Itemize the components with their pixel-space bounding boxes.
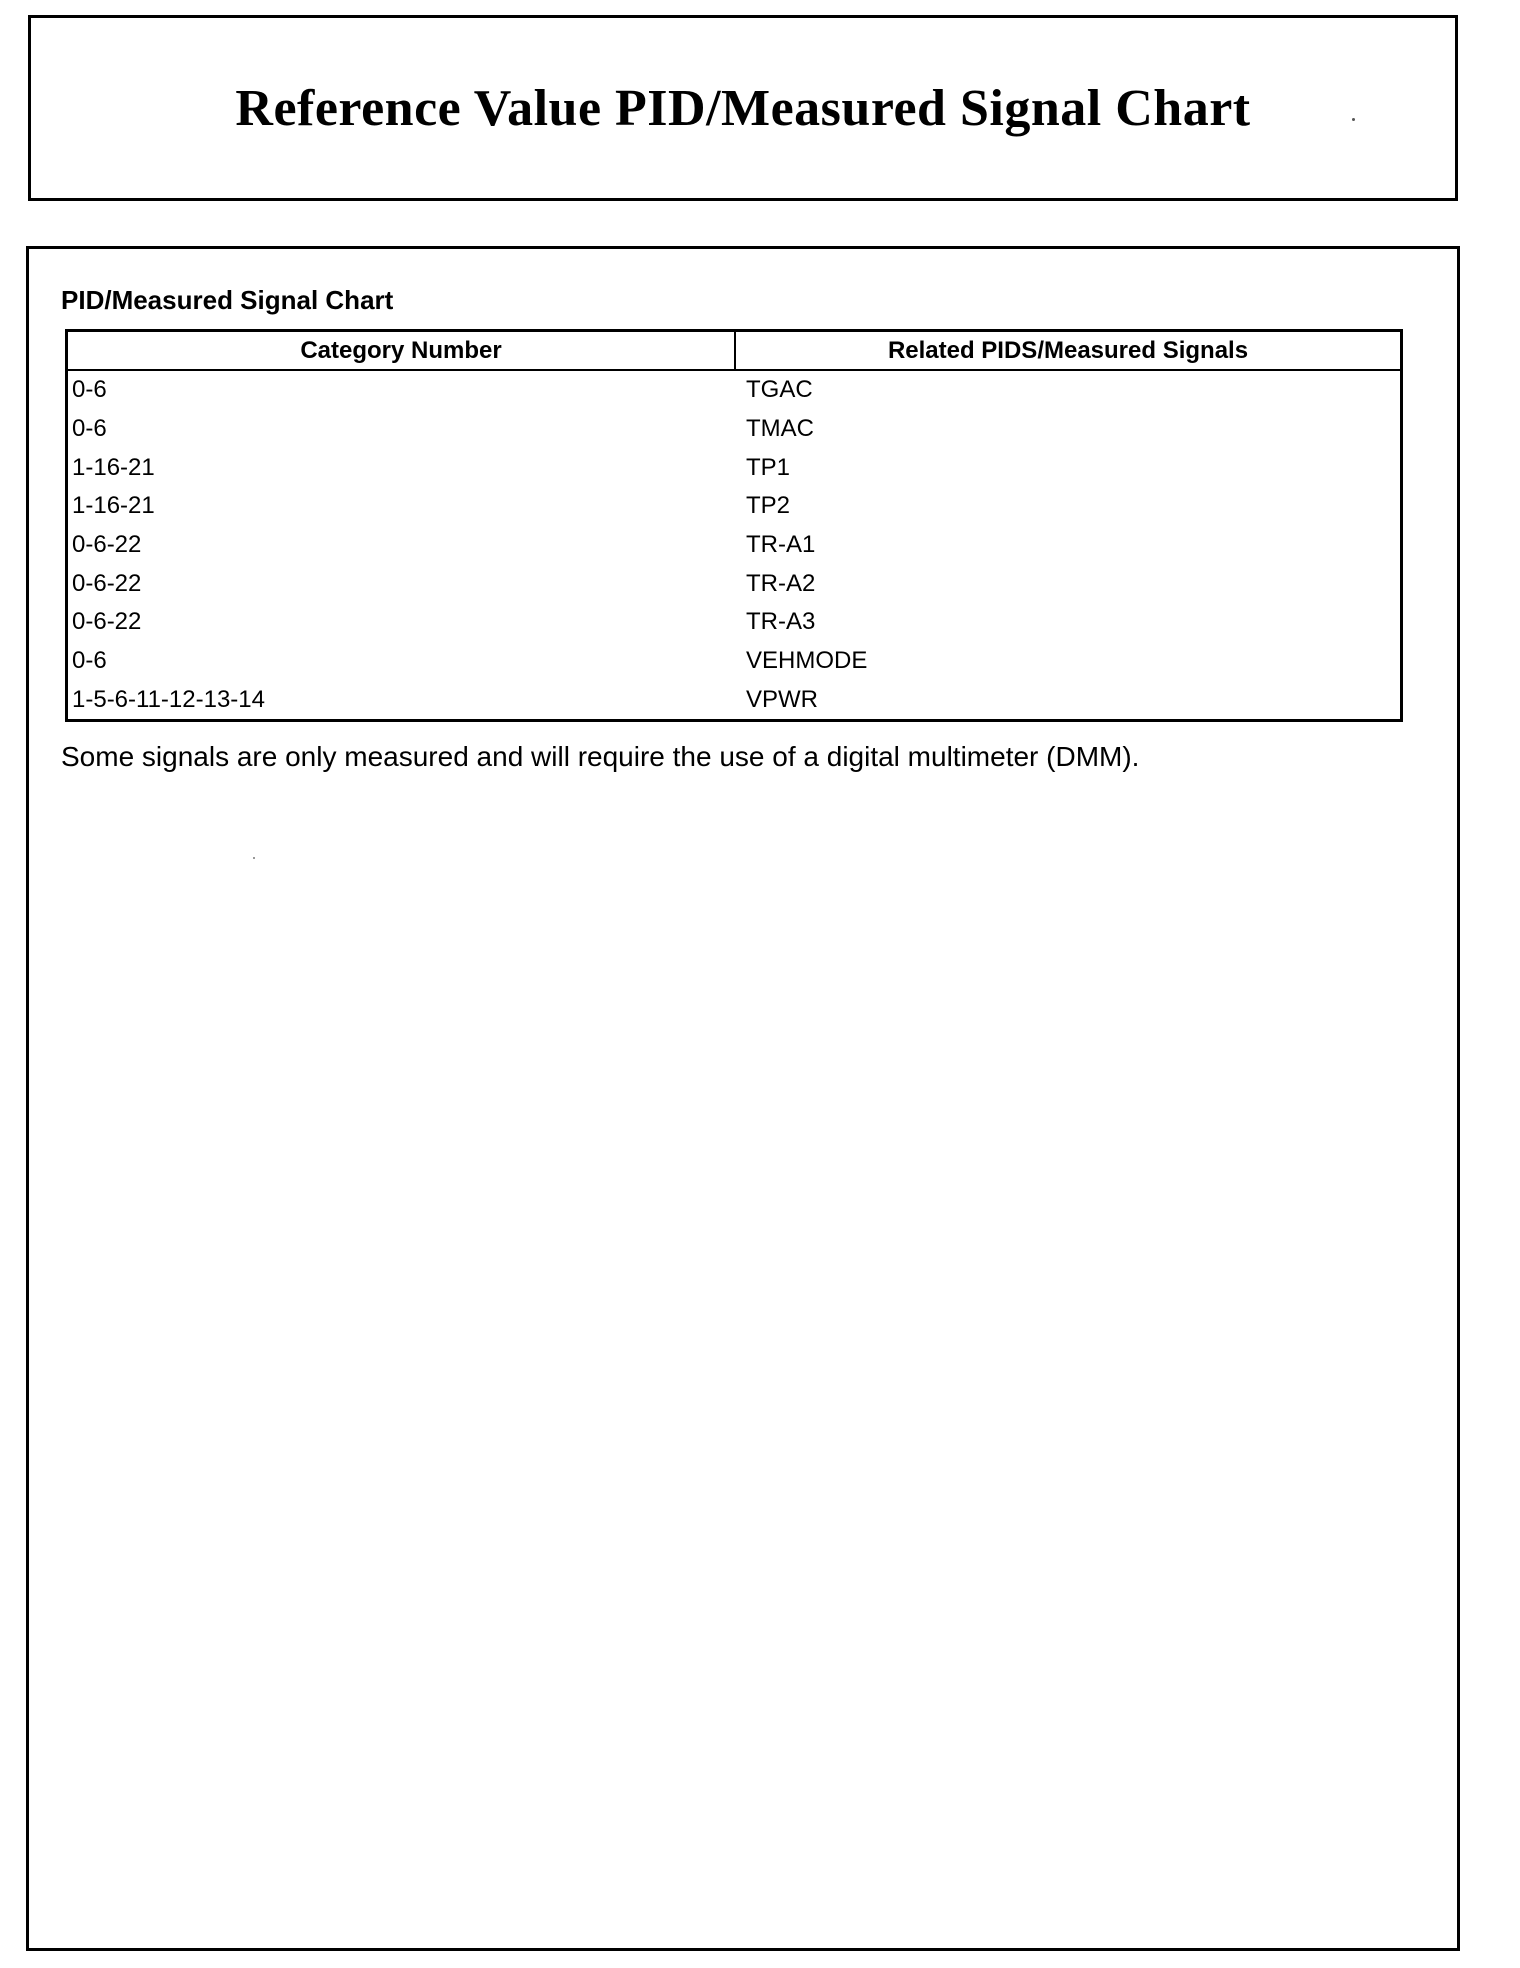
category-cell: 1-16-21 — [72, 453, 155, 481]
table-header — [68, 332, 1400, 371]
category-cell: 0-6 — [72, 647, 107, 675]
content-box — [26, 246, 1460, 1951]
table-row — [68, 642, 1400, 681]
table-row — [68, 410, 1400, 449]
category-cell: 0-6-22 — [72, 531, 142, 559]
column-header-signals: Related PIDS/Measured Signals — [887, 336, 1249, 364]
category-cell: 0-6 — [72, 376, 107, 404]
signal-cell: TP2 — [746, 492, 791, 520]
signal-cell: TMAC — [746, 415, 814, 443]
pid-signal-table — [65, 329, 1403, 722]
column-header-category: Category Number — [68, 332, 736, 369]
category-cell: 0-6-22 — [72, 569, 142, 597]
table-row — [68, 564, 1400, 603]
category-cell: 0-6-22 — [72, 608, 142, 636]
title-box — [28, 15, 1458, 201]
table-body — [68, 371, 1400, 719]
page-title: Reference Value PID/Measured Signal Chart — [235, 79, 1251, 137]
category-cell: 1-5-6-11-12-13-14 — [72, 685, 265, 713]
table-row — [68, 487, 1400, 526]
signal-cell: TR-A2 — [746, 569, 816, 597]
table-row — [68, 526, 1400, 565]
signal-cell: VEHMODE — [746, 647, 868, 675]
table-row — [68, 448, 1400, 487]
signal-cell: TGAC — [746, 376, 813, 404]
scan-speck — [253, 857, 255, 859]
signal-cell: TP1 — [746, 453, 791, 481]
signal-cell: TR-A3 — [746, 608, 816, 636]
signal-cell: TR-A1 — [746, 531, 816, 559]
table-row — [68, 371, 1400, 410]
table-row — [68, 681, 1400, 720]
table-row — [68, 603, 1400, 642]
dmm-note: Some signals are only measured and will require the use of a digital multimeter (DMM). — [61, 741, 1140, 772]
section-title: PID/Measured Signal Chart — [61, 285, 394, 315]
signal-cell: VPWR — [746, 685, 818, 713]
category-cell: 0-6 — [72, 415, 107, 443]
scan-speck — [1352, 118, 1355, 121]
category-cell: 1-16-21 — [72, 492, 155, 520]
